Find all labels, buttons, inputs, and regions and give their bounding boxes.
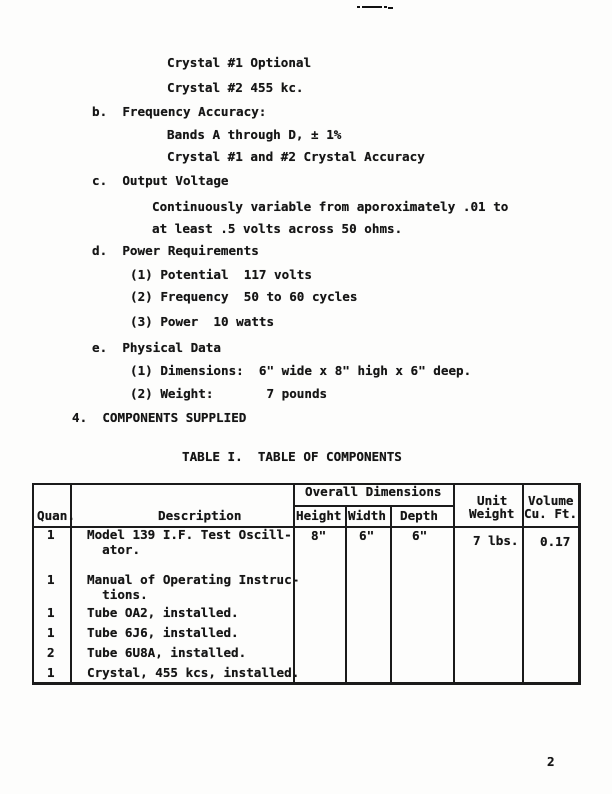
table-cell-quan: 1 <box>47 527 55 542</box>
text-line: (2) Frequency 50 to 60 cycles <box>130 289 358 304</box>
table-border <box>345 505 347 682</box>
table-cell-unit-weight: 7 lbs. <box>473 533 519 548</box>
table-cell-description: Manual of Operating Instruc- <box>87 572 300 587</box>
table-cell-quan: 2 <box>47 645 55 660</box>
text-line: at least .5 volts across 50 ohms. <box>152 221 403 236</box>
table-border <box>453 483 455 682</box>
table-cell-description: Model 139 I.F. Test Oscill- <box>87 527 292 542</box>
text-line: Crystal #1 Optional <box>167 55 312 70</box>
table-cell-description: tions. <box>87 587 148 602</box>
text-line: (1) Potential 117 volts <box>130 267 312 282</box>
text-line: Bands A through D, ± 1% <box>167 127 342 142</box>
table-cell-description: Crystal, 455 kcs, installed. <box>87 665 300 680</box>
scan-artifact-dash-segment <box>357 6 360 8</box>
table-header-volume: Cu. Ft. <box>524 506 578 521</box>
table-cell-description: Tube 6U8A, installed. <box>87 645 247 660</box>
table-cell-quan: 1 <box>47 605 55 620</box>
page-number: 2 <box>547 754 555 769</box>
text-line: b. Frequency Accuracy: <box>92 104 267 119</box>
text-line: e. Physical Data <box>92 340 221 355</box>
text-line: (3) Power 10 watts <box>130 314 275 329</box>
table-header-overall-dimensions: Overall Dimensions <box>305 484 442 499</box>
text-line: TABLE I. TABLE OF COMPONENTS <box>182 449 402 464</box>
text-line: (1) Dimensions: 6" wide x 8" high x 6" deep. <box>130 363 472 378</box>
table-cell-description: ator. <box>87 542 141 557</box>
text-line: 4. COMPONENTS SUPPLIED <box>72 410 247 425</box>
table-header-width: Width <box>348 508 386 523</box>
table-border <box>578 483 581 685</box>
table-cell-width: 6" <box>359 528 375 543</box>
table-header-height: Height <box>296 508 342 523</box>
table-header-unit-weight: Unit <box>477 493 508 508</box>
table-header-unit-weight: Weight <box>469 506 515 521</box>
table-cell-depth: 6" <box>412 528 428 543</box>
table-cell-quan: 1 <box>47 625 55 640</box>
text-line: d. Power Requirements <box>92 243 259 258</box>
text-line: Continuously variable from aporoximately .01 to <box>152 199 509 214</box>
table-header-description: Description <box>158 508 242 523</box>
table-header-depth: Depth <box>400 508 438 523</box>
table-cell-quan: 1 <box>47 665 55 680</box>
scan-artifact-dash-segment <box>362 6 382 8</box>
table-header-volume: Volume <box>528 493 574 508</box>
table-cell-height: 8" <box>311 528 327 543</box>
table-border <box>293 505 453 507</box>
table-cell-quan: 1 <box>47 572 55 587</box>
table-border <box>32 682 581 685</box>
table-border <box>32 483 34 685</box>
text-line: (2) Weight: 7 pounds <box>130 386 328 401</box>
table-border <box>390 505 392 682</box>
table-cell-description: Tube 6J6, installed. <box>87 625 239 640</box>
table-header-quan: Quan. <box>37 508 75 523</box>
text-line: Crystal #1 and #2 Crystal Accuracy <box>167 149 425 164</box>
text-line: c. Output Voltage <box>92 173 229 188</box>
table-cell-description: Tube OA2, installed. <box>87 605 239 620</box>
table-cell-volume: 0.17 <box>540 534 571 549</box>
text-line: Crystal #2 455 kc. <box>167 80 304 95</box>
scan-artifact-dash-segment <box>388 7 393 9</box>
scan-artifact-dash-segment <box>384 6 387 8</box>
